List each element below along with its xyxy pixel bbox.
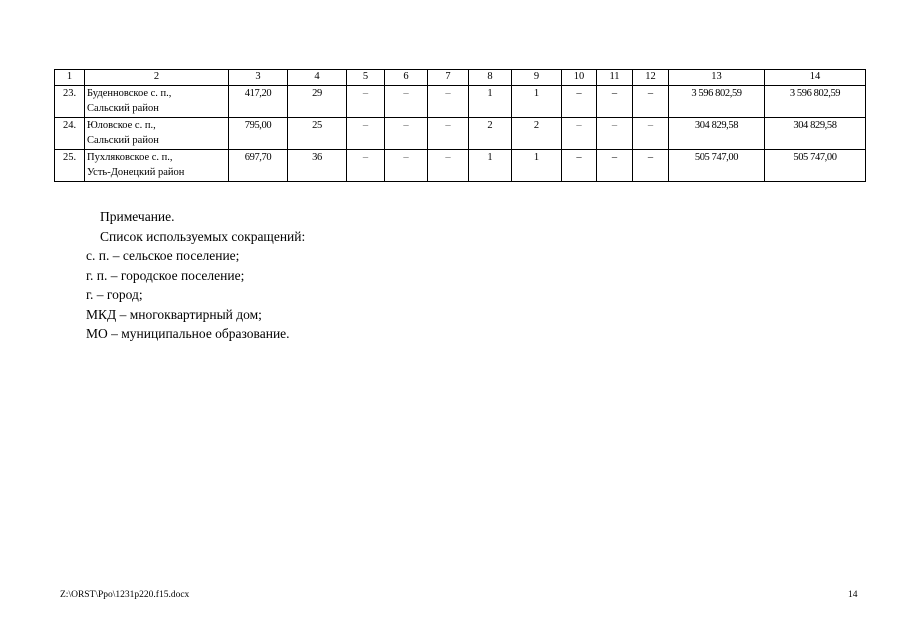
header-cell: 10 [562, 70, 597, 86]
cell-col9: 2 [512, 118, 562, 150]
settlement-name-line1: Пухляковское с. п., [87, 152, 173, 163]
cell-col6: – [385, 118, 428, 150]
cell-col11: – [597, 86, 633, 118]
row-number: 25. [55, 150, 85, 182]
cell-col7: – [428, 86, 469, 118]
header-cell: 3 [229, 70, 288, 86]
table-row [55, 150, 866, 182]
abbreviation-item: с. п. – сельское поселение; [86, 248, 240, 263]
settlement-name-line2: Сальский район [87, 135, 159, 146]
table-row [55, 118, 866, 150]
cell-col8: 1 [469, 150, 512, 182]
cell-col12: – [633, 118, 669, 150]
cell-col6: – [385, 86, 428, 118]
row-number: 23. [55, 86, 85, 118]
settlement-name-line1: Буденновское с. п., [87, 88, 172, 99]
abbreviation-item: МО – муниципальное образование. [86, 326, 290, 341]
cell-col5: – [347, 86, 385, 118]
table-row [55, 86, 866, 118]
cell-col13: 304 829,58 [669, 118, 765, 150]
header-cell: 9 [512, 70, 562, 86]
cell-col4: 25 [288, 118, 347, 150]
cell-col9: 1 [512, 150, 562, 182]
row-number: 24. [55, 118, 85, 150]
cell-col8: 1 [469, 86, 512, 118]
footer-page-number: 14 [848, 590, 858, 600]
cell-col7: – [428, 150, 469, 182]
header-cell: 6 [385, 70, 428, 86]
abbreviation-item: МКД – многоквартирный дом; [86, 306, 262, 322]
notes-title: Примечание. [100, 209, 175, 224]
settlement-name-line1: Юловское с. п., [87, 120, 156, 131]
table-header-row [55, 70, 866, 86]
settlement-name [85, 118, 229, 150]
settlement-name [85, 86, 229, 118]
notes-intro: Список используемых сокращений: [100, 228, 306, 244]
cell-col10: – [562, 118, 597, 150]
cell-col14: 505 747,00 [765, 150, 866, 182]
cell-col3: 697,70 [229, 150, 288, 182]
header-cell: 14 [765, 70, 866, 86]
header-cell: 1 [55, 70, 85, 86]
header-cell: 13 [669, 70, 765, 86]
cell-col14: 3 596 802,59 [765, 86, 866, 118]
cell-col6: – [385, 150, 428, 182]
notes-block [86, 207, 306, 344]
abbreviation-item: г. п. – городское поселение; [86, 267, 245, 283]
data-table [54, 69, 866, 182]
header-cell: 8 [469, 70, 512, 86]
cell-col10: – [562, 150, 597, 182]
cell-col9: 1 [512, 86, 562, 118]
cell-col10: – [562, 86, 597, 118]
settlement-name-line2: Усть-Донецкий район [87, 167, 185, 178]
cell-col5: – [347, 150, 385, 182]
header-cell: 5 [347, 70, 385, 86]
header-cell: 11 [597, 70, 633, 86]
cell-col4: 29 [288, 86, 347, 118]
header-cell: 12 [633, 70, 669, 86]
footer-file-path: Z:\ORST\Ppo\1231p220.f15.docx [60, 590, 190, 600]
header-cell: 4 [288, 70, 347, 86]
cell-col4: 36 [288, 150, 347, 182]
cell-col7: – [428, 118, 469, 150]
cell-col3: 795,00 [229, 118, 288, 150]
cell-col13: 3 596 802,59 [669, 86, 765, 118]
cell-col13: 505 747,00 [669, 150, 765, 182]
header-cell: 7 [428, 70, 469, 86]
cell-col11: – [597, 118, 633, 150]
cell-col12: – [633, 150, 669, 182]
header-cell: 2 [85, 70, 229, 86]
cell-col12: – [633, 86, 669, 118]
cell-col3: 417,20 [229, 86, 288, 118]
cell-col8: 2 [469, 118, 512, 150]
cell-col11: – [597, 150, 633, 182]
abbreviation-item: г. – город; [86, 287, 143, 302]
cell-col14: 304 829,58 [765, 118, 866, 150]
cell-col5: – [347, 118, 385, 150]
settlement-name-line2: Сальский район [87, 103, 159, 114]
settlement-name [85, 150, 229, 182]
